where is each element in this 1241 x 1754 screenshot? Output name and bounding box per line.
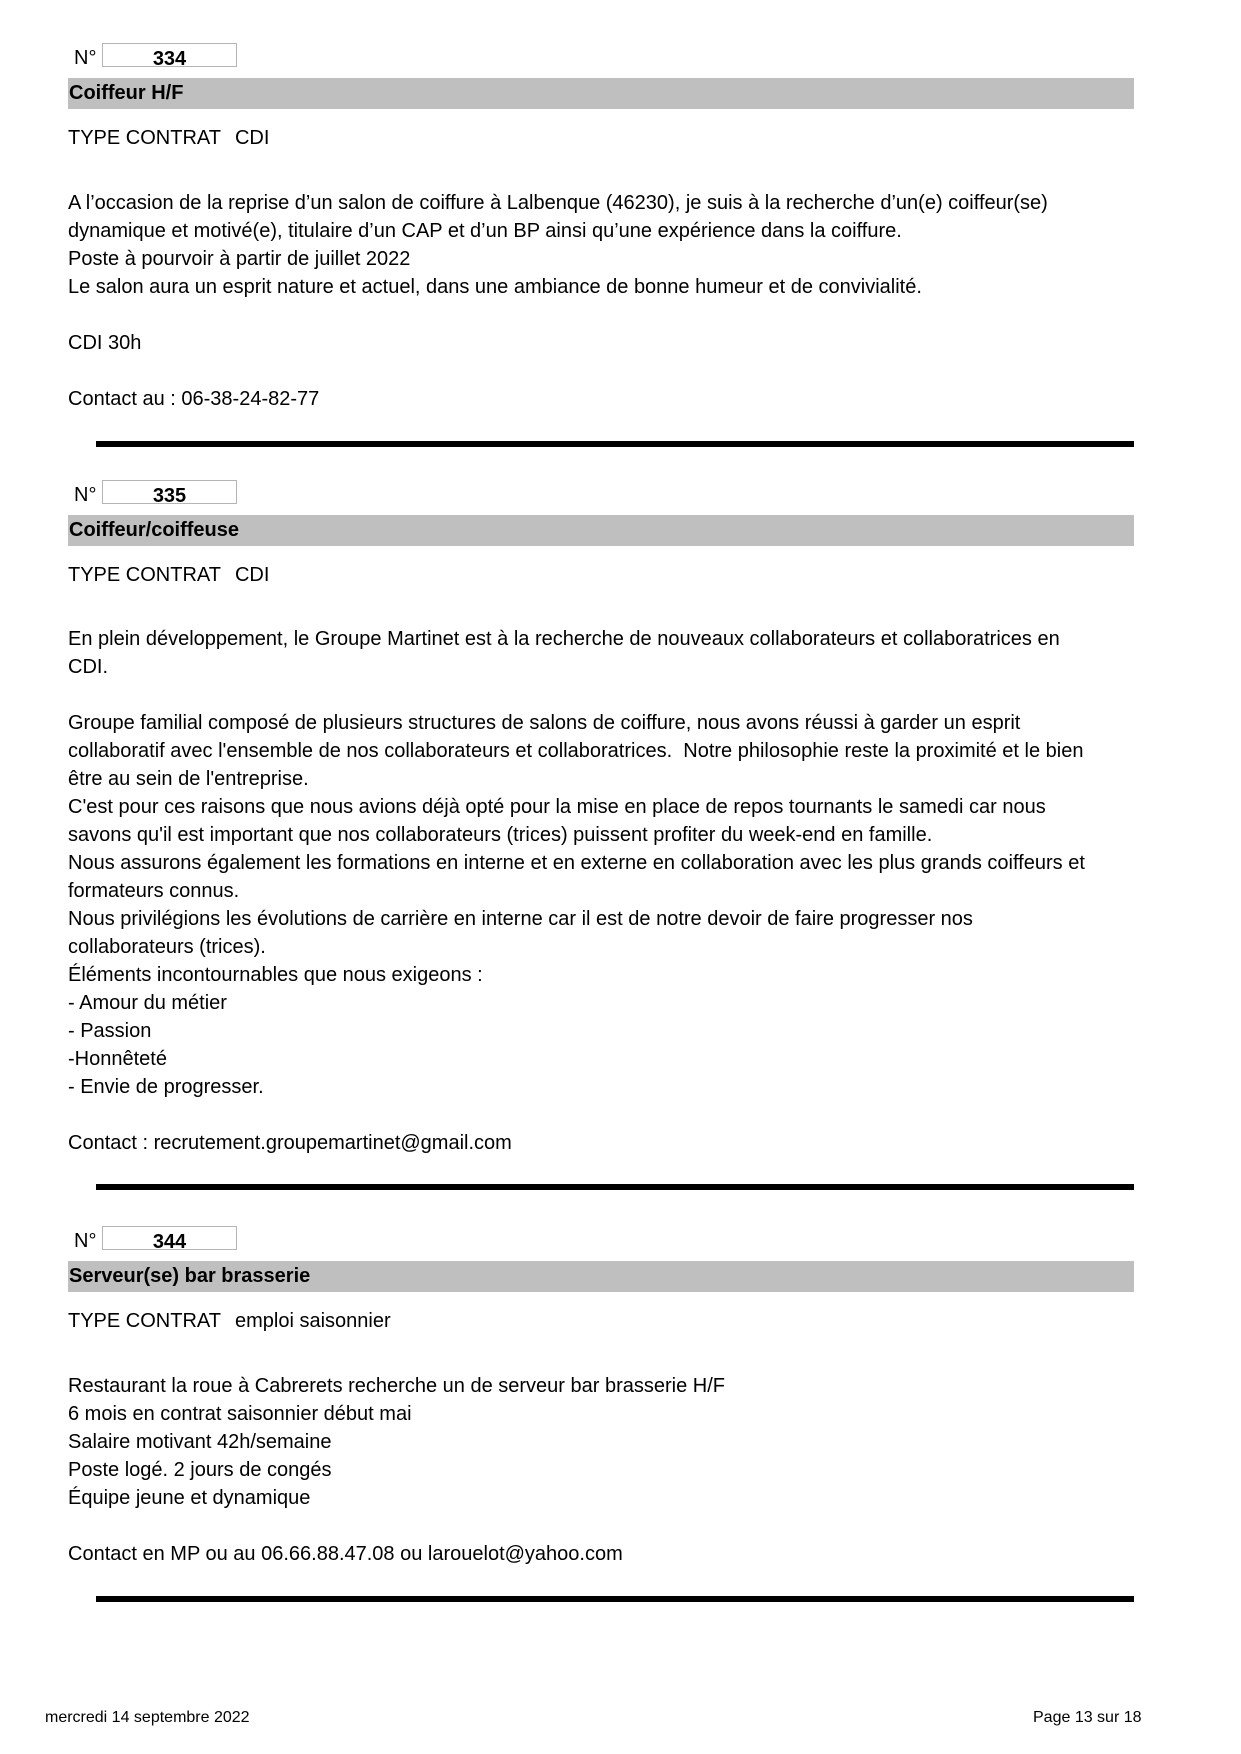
- description-line: CDI 30h: [68, 332, 142, 354]
- contract-type-value: CDI: [234, 127, 270, 149]
- listing-number-prefix: N°: [74, 1230, 97, 1252]
- contract-type: [68, 127, 269, 150]
- section-divider: [96, 1596, 1134, 1602]
- description-line: Le salon aura un esprit nature et actuel, dans une ambiance de bonne humeur et de convivialité.: [68, 276, 922, 298]
- description-line: A l’occasion de la reprise d’un salon de coiffure à Lalbenque (46230), je suis à la recherche d’un(e) coiffeur(se): [68, 192, 1048, 214]
- listing-title: Coiffeur/coiffeuse: [68, 515, 1134, 546]
- contract-type-value: CDI: [234, 564, 270, 586]
- description-line: - Passion: [68, 1020, 152, 1042]
- description-line: dynamique et motivé(e), titulaire d’un CAP et d’un BP ainsi qu’une expérience dans la coiffure.: [68, 220, 902, 242]
- listing-description: [68, 625, 1188, 1157]
- description-line: Contact au : 06-38-24-82-77: [68, 388, 320, 410]
- listing-description: [68, 189, 1188, 413]
- description-line: savons qu'il est important que nos collaborateurs (trices) puissent profiter du week-end en famille.: [68, 824, 933, 846]
- contract-type: [68, 1310, 391, 1333]
- listing-number: 344: [102, 1226, 237, 1250]
- description-line: Éléments incontournables que nous exigeons :: [68, 964, 483, 986]
- description-line: être au sein de l'entreprise.: [68, 768, 309, 790]
- description-line: Groupe familial composé de plusieurs structures de salons de coiffure, nous avons réussi à garder un esprit: [68, 712, 1021, 734]
- description-line: 6 mois en contrat saisonnier début mai: [68, 1403, 412, 1425]
- description-line: Restaurant la roue à Cabrerets recherche un de serveur bar brasserie H/F: [68, 1375, 725, 1397]
- listing-title: Serveur(se) bar brasserie: [68, 1261, 1134, 1292]
- description-line: formateurs connus.: [68, 880, 240, 902]
- description-line: collaboratif avec l'ensemble de nos collaborateurs et collaboratrices. Notre philosophie reste la proximité et le bien: [68, 740, 1084, 762]
- description-line: [68, 681, 1188, 709]
- description-line: Contact : recrutement.groupemartinet@gmail.com: [68, 1132, 512, 1154]
- description-line: En plein développement, le Groupe Martinet est à la recherche de nouveaux collaborateurs et collaboratrices en: [68, 628, 1060, 650]
- description-line: Nous privilégions les évolutions de carrière en interne car il est de notre devoir de faire progresser nos: [68, 908, 973, 930]
- description-line: Poste logé. 2 jours de congés: [68, 1459, 332, 1481]
- description-line: Équipe jeune et dynamique: [68, 1487, 311, 1509]
- contract-type-value: emploi saisonnier: [234, 1310, 391, 1332]
- listing-number: 335: [102, 480, 237, 504]
- description-line: collaborateurs (trices).: [68, 936, 266, 958]
- description-line: CDI.: [68, 656, 108, 678]
- description-line: - Amour du métier: [68, 992, 227, 1014]
- description-line: [68, 301, 1188, 329]
- listing-number-prefix: N°: [74, 484, 97, 506]
- contract-type-label: TYPE CONTRAT: [68, 127, 221, 149]
- footer-date: mercredi 14 septembre 2022: [45, 1709, 250, 1726]
- footer-page-number: Page 13 sur 18: [1033, 1709, 1142, 1726]
- listing-number: 334: [102, 43, 237, 67]
- listing-title: Coiffeur H/F: [68, 78, 1134, 109]
- description-line: C'est pour ces raisons que nous avions déjà opté pour la mise en place de repos tournants le samedi car nous: [68, 796, 1046, 818]
- section-divider: [96, 1184, 1134, 1190]
- description-line: -Honnêteté: [68, 1048, 167, 1070]
- contract-type-label: TYPE CONTRAT: [68, 564, 221, 586]
- listing-description: [68, 1372, 1188, 1568]
- description-line: [68, 1101, 1188, 1129]
- description-line: Nous assurons également les formations en interne et en externe en collaboration avec les plus grands coiffeurs et: [68, 852, 1085, 874]
- description-line: [68, 1512, 1188, 1540]
- description-line: Contact en MP ou au 06.66.88.47.08 ou larouelot@yahoo.com: [68, 1543, 623, 1565]
- description-line: - Envie de progresser.: [68, 1076, 264, 1098]
- contract-type-label: TYPE CONTRAT: [68, 1310, 221, 1332]
- description-line: Poste à pourvoir à partir de juillet 2022: [68, 248, 411, 270]
- section-divider: [96, 441, 1134, 447]
- contract-type: [68, 564, 269, 587]
- description-line: [68, 357, 1188, 385]
- description-line: Salaire motivant 42h/semaine: [68, 1431, 332, 1453]
- listing-number-prefix: N°: [74, 47, 97, 69]
